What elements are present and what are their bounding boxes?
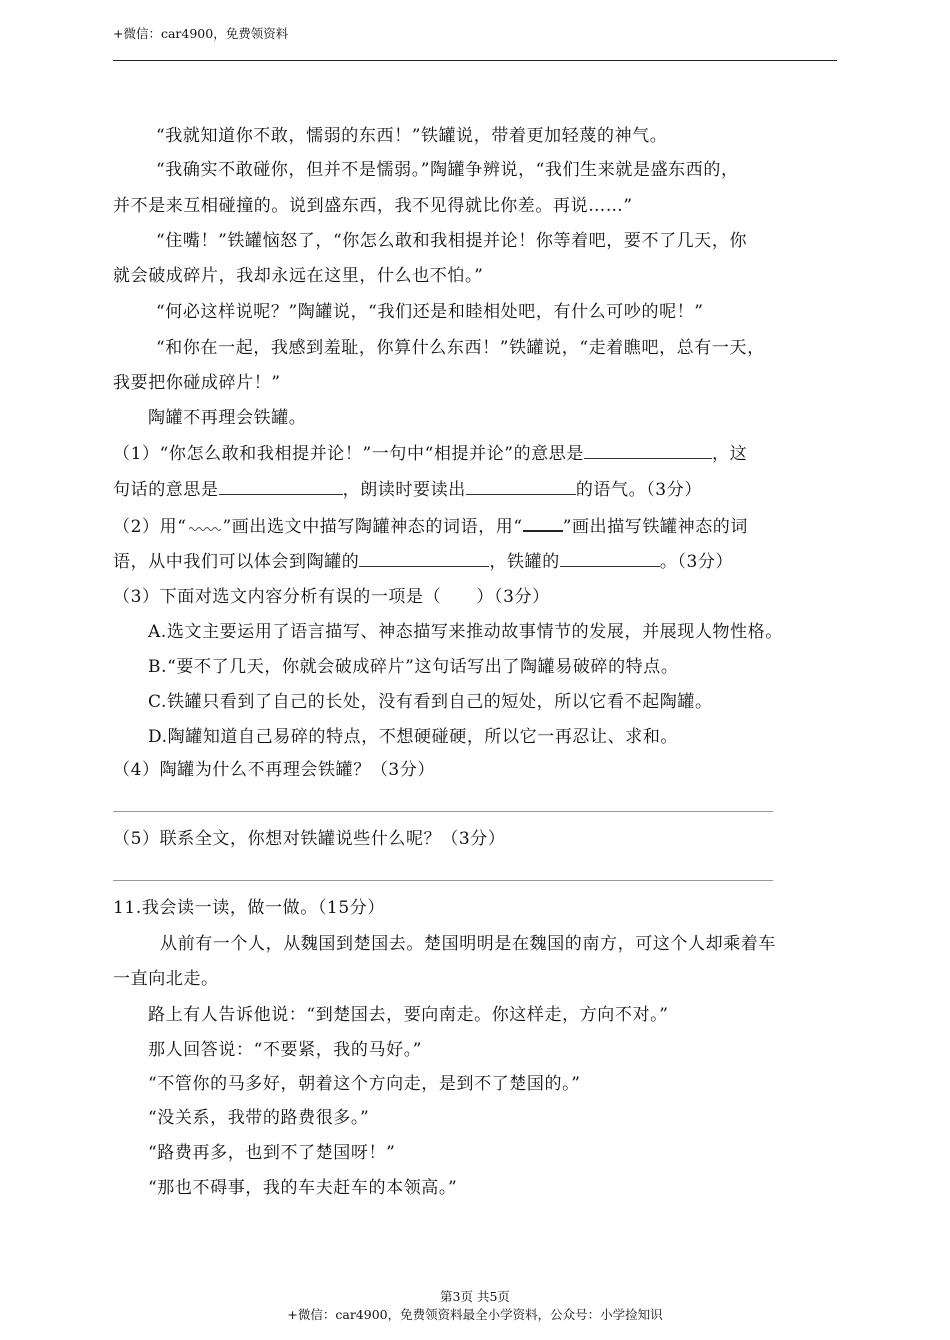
section-11-title: 11.我会读一读，做一做。（15分） <box>113 898 385 918</box>
question-text: ”画出描写铁罐神态的词 <box>562 517 748 537</box>
answer-line[interactable] <box>113 811 773 812</box>
question-text: ，朗读时要读出 <box>342 480 466 500</box>
passage-paragraph: “住嘴！”铁罐恼怒了，“你怎么敢和我相提并论！你等着吧，要不了几天，你 <box>156 231 748 251</box>
question-2 <box>113 514 748 539</box>
answer-blank[interactable] <box>219 478 343 495</box>
page-number: 第3页 共5页 <box>440 1289 510 1304</box>
wavy-underline-icon <box>187 516 223 532</box>
passage-paragraph: “和你在一起，我感到羞耻，你算什么东西！”铁罐说，“走着瞧吧，总有一天， <box>156 338 765 358</box>
question-2-cont <box>113 550 733 574</box>
passage-paragraph: 就会破成碎片，我却永远在这里，什么也不怕。” <box>113 266 484 286</box>
answer-blank[interactable] <box>466 478 576 495</box>
question-text: ，铁罐的 <box>489 552 560 572</box>
story-paragraph: “没关系，我带的路费很多。” <box>148 1108 370 1128</box>
question-3: （3）下面对选文内容分析有误的一项是（ ）（3分） <box>113 587 550 607</box>
question-text: （2）用“ <box>113 517 187 537</box>
story-paragraph: “那也不碍事，我的车夫赶车的本领高。” <box>148 1178 458 1198</box>
question-1-cont <box>113 478 702 502</box>
question-1 <box>113 442 747 466</box>
story-paragraph: 那人回答说：“不要紧，我的马好。” <box>148 1040 423 1060</box>
passage-paragraph: 我要把你碰成碎片！” <box>113 373 281 393</box>
question-text: 语，从中我们可以体会到陶罐的 <box>113 552 360 572</box>
footer-note: +微信：car4900，免费领资料最全小学资料，公众号：小学捡知识 <box>287 1307 663 1322</box>
option-c[interactable]: C.铁罐只看到了自己的长处，没有看到自己的短处，所以它看不起陶罐。 <box>148 692 713 712</box>
header-rule <box>113 60 837 61</box>
question-text: 的语气。（3分） <box>575 480 702 500</box>
answer-blank[interactable] <box>560 550 660 567</box>
question-text: 句话的意思是 <box>113 480 219 500</box>
answer-blank[interactable] <box>584 442 712 459</box>
question-text: ”画出选文中描写陶罐神态的词语，用“ <box>222 517 523 537</box>
option-b[interactable]: B.“要不了几天，你就会破成碎片”这句话写出了陶罐易破碎的特点。 <box>148 657 679 677</box>
question-text: ，这 <box>711 444 748 464</box>
question-4: （4）陶罐为什么不再理会铁罐？（3分） <box>113 760 436 780</box>
passage-paragraph: 陶罐不再理会铁罐。 <box>148 408 307 428</box>
straight-underline-icon <box>523 514 563 532</box>
story-paragraph: 从前有一个人，从魏国到楚国去。楚国明明是在魏国的南方，可这个人却乘着车 <box>160 934 776 954</box>
question-5: （5）联系全文，你想对铁罐说些什么呢？（3分） <box>113 829 506 849</box>
question-text: 。（3分） <box>659 552 734 572</box>
option-a[interactable]: A.选文主要运用了语言描写、神态描写来推动故事情节的发展，并展现人物性格。 <box>148 622 783 642</box>
answer-blank[interactable] <box>359 550 489 567</box>
story-paragraph: 一直向北走。 <box>113 969 219 989</box>
story-paragraph: “路费再多，也到不了楚国呀！” <box>148 1143 396 1163</box>
question-text: （1）“你怎么敢和我相提并论！”一句中“相提并论”的意思是 <box>113 444 584 464</box>
story-paragraph: 路上有人告诉他说：“到楚国去，要向南走。你这样走，方向不对。” <box>148 1005 669 1025</box>
passage-paragraph: “我就知道你不敢，懦弱的东西！”铁罐说，带着更加轻蔑的神气。 <box>156 126 668 146</box>
passage-paragraph: 并不是来互相碰撞的。说到盛东西，我不见得就比你差。再说……” <box>113 196 633 216</box>
passage-paragraph: “我确实不敢碰你，但并不是懦弱。”陶罐争辨说，“我们生来就是盛东西的， <box>156 160 739 180</box>
answer-line[interactable] <box>113 880 773 881</box>
story-paragraph: “不管你的马多好，朝着这个方向走，是到不了楚国的。” <box>148 1074 581 1094</box>
option-d[interactable]: D.陶罐知道自己易碎的特点，不想硬碰硬，所以它一再忍让、求和。 <box>148 727 679 747</box>
passage-paragraph: “何必这样说呢？”陶罐说，“我们还是和睦相处吧，有什么可吵的呢！” <box>156 302 704 322</box>
header-text: +微信：car4900，免费领资料 <box>113 26 289 41</box>
